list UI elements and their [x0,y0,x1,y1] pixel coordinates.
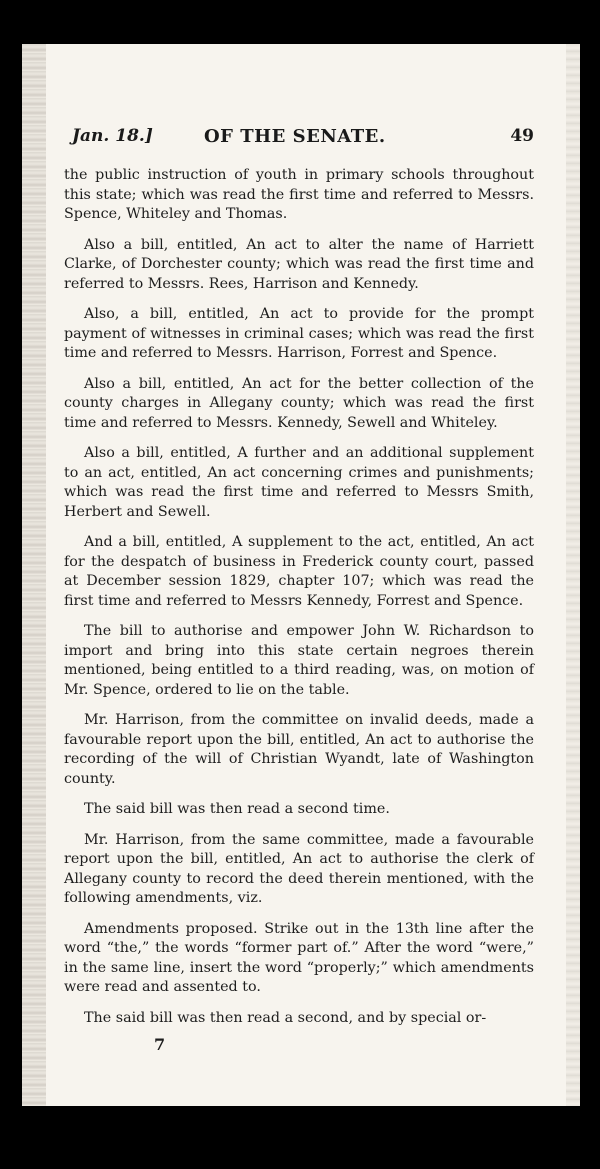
paragraph-continued: the public instruction of youth in primary schools throughout this state; which was read the first time and referred to Messrs. Spence, Whiteley and Thomas. [64,167,534,222]
paragraph: Also a bill, entitled, An act for the better collection of the county charges in Allegany county; which was read the first time and referred to Messrs. Kennedy, Sewell and Whiteley. [64,375,534,431]
paragraph: And a bill, entitled, A supplement to the act, entitled, An act for the despatch of business in Frederick county court, passed at December session 1829, chapter 107; which was read the first time and referred to Messrs Kennedy, Forrest and Spence. [64,534,534,609]
header-date: Jan. 18.] [72,126,153,146]
page-content [64,44,534,1054]
running-header [64,126,534,166]
page-number: 49 [510,126,534,146]
document-page [22,44,580,1106]
paragraph: The said bill was then read a second time. [84,801,390,817]
paragraph: Mr. Harrison, from the committee on invalid deeds, made a favourable report upon the bill, entitled, An act to authorise the recording of the will of Christian Wyandt, late of Washington county. [64,712,534,787]
paragraph: The said bill was then read a second, and by special or- [84,1009,487,1026]
journal-body [64,166,534,1028]
paragraph: Amendments proposed. Strike out in the 13th line after the word “the,” the words “former part of.” After the word “were,” in the same line, insert the word “properly;” which amendments were read and assented to. [64,920,534,995]
paragraph: Also a bill, entitled, A further and an additional supplement to an act, entitled, An act concerning crimes and punishments; which was read the first time and referred to Messrs Smith, Herbert and Sewell. [64,445,534,520]
paragraph: Also a bill, entitled, An act to alter the name of Harriett Clarke, of Dorchester county; which was read the first time and referred to Messrs. Rees, Harrison and Kennedy. [64,236,534,292]
printer-signature-mark: 7 [154,1035,166,1054]
paragraph: The bill to authorise and empower John W. Richardson to import and bring into this state certain negroes therein mentioned, being entitled to a third reading, was, on motion of Mr. Spence, ordered to lie on the table. [64,623,534,698]
header-title: OF THE SENATE. [204,126,386,147]
paragraph: Also, a bill, entitled, An act to provide for the prompt payment of witnesses in criminal cases; which was read the first time and referred to Messrs. Harrison, Forrest and Spence. [64,306,534,361]
scanned-page-edge [566,44,580,1106]
scanned-binding-edge [22,44,46,1106]
paragraph: Mr. Harrison, from the same committee, made a favourable report upon the bill, entitled, An act to authorise the clerk of Allegany county to record the deed therein mentioned, with the following amendments, viz. [64,831,534,906]
